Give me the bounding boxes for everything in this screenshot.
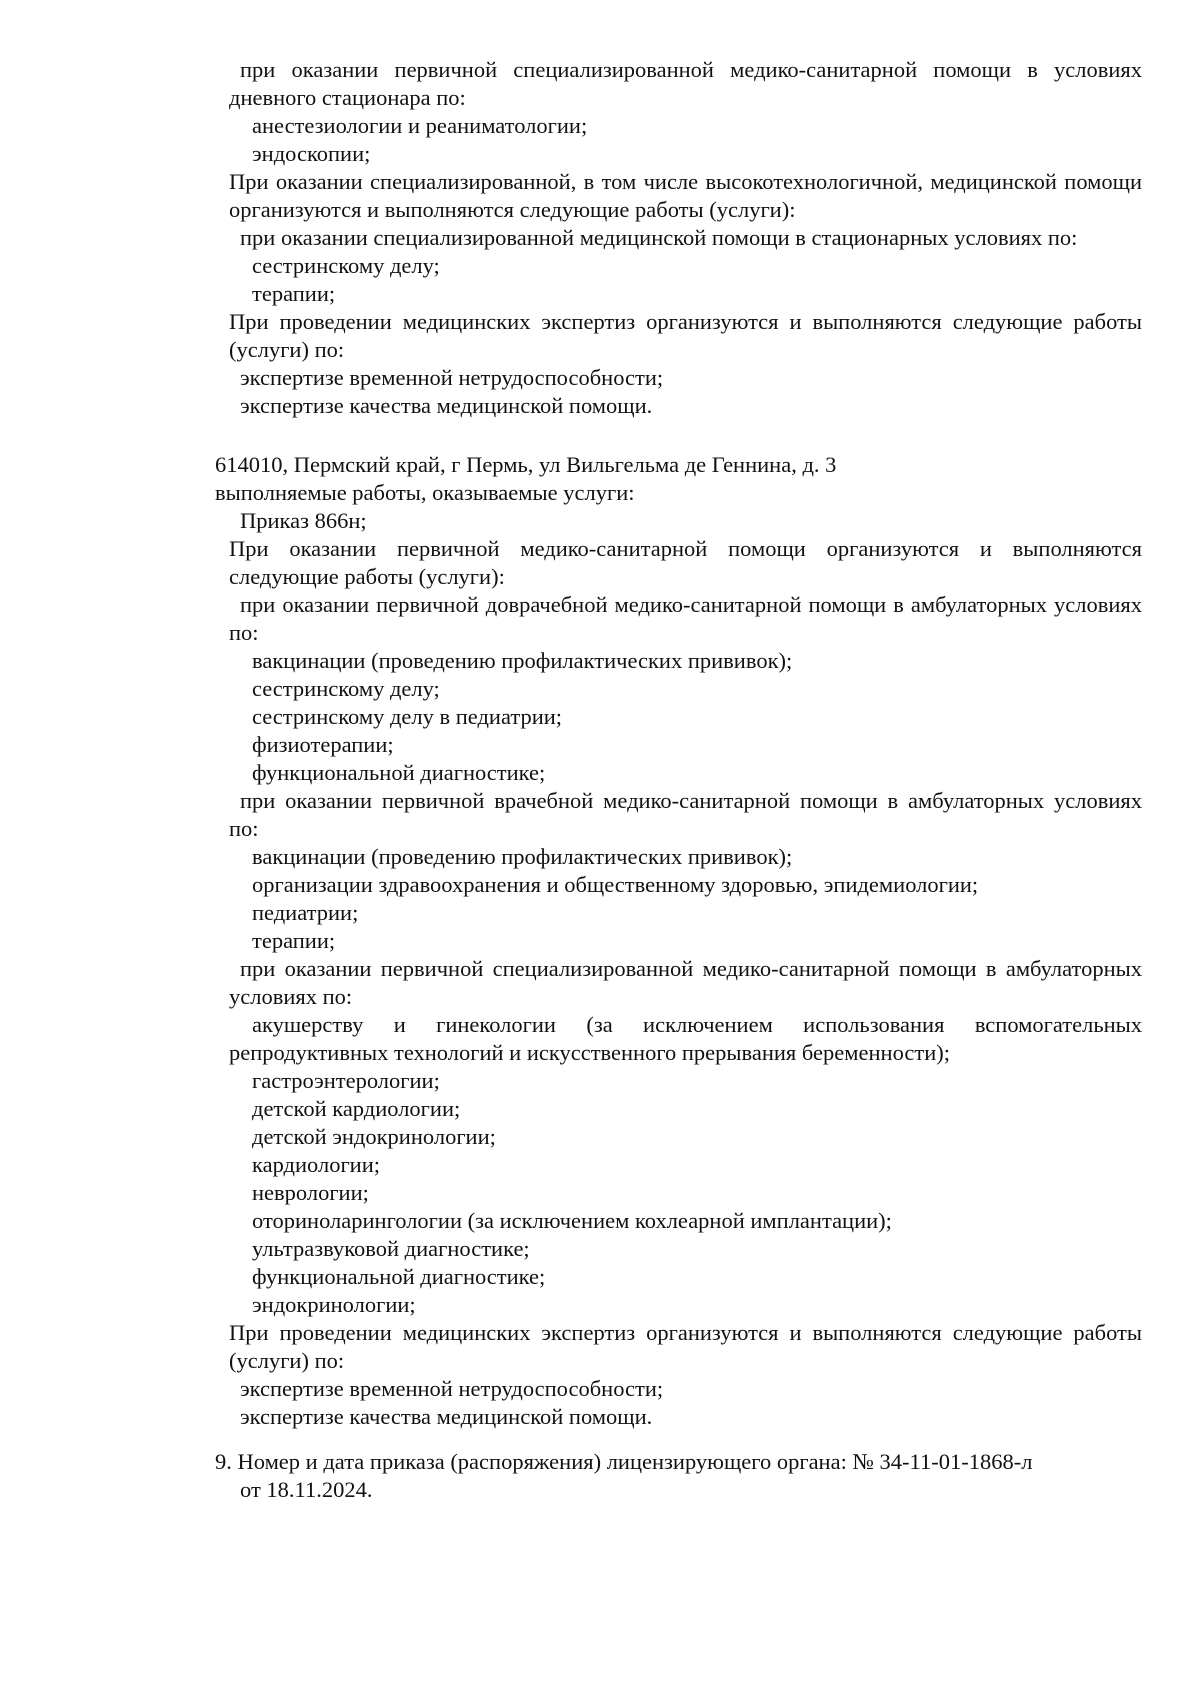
text-line: ультразвуковой диагностике; bbox=[252, 1236, 530, 1261]
text-line: вакцинации (проведению профилактических прививок); bbox=[252, 844, 793, 869]
text-line: неврологии; bbox=[252, 1180, 369, 1205]
text-line: выполняемые работы, оказываемые услуги: bbox=[215, 480, 635, 505]
text-line: физиотерапии; bbox=[252, 732, 394, 757]
text-line: детской кардиологии; bbox=[252, 1096, 461, 1121]
text-line: функциональной диагностике; bbox=[252, 760, 546, 785]
text-line: Приказ 866н; bbox=[240, 508, 367, 533]
text-line: оториноларингологии (за исключением кохлеарной имплантации); bbox=[252, 1208, 892, 1233]
text-line: кардиологии; bbox=[252, 1152, 381, 1177]
paragraph: при оказании первичной врачебной медико-санитарной помощи в амбулаторных условиях по: bbox=[229, 788, 1142, 841]
text-line: сестринскому делу; bbox=[252, 676, 440, 701]
text-line: терапии; bbox=[252, 928, 336, 953]
text-line: функциональной диагностике; bbox=[252, 1264, 546, 1289]
text-line: от 18.11.2024. bbox=[240, 1477, 373, 1502]
text-line: 614010, Пермский край, г Пермь, ул Вильгельма де Геннина, д. 3 bbox=[215, 452, 837, 477]
paragraph: при оказании первичной специализированной медико-санитарной помощи в условиях дневного стационара по: bbox=[229, 57, 1142, 110]
text-line: педиатрии; bbox=[252, 900, 359, 925]
text-line: экспертизе качества медицинской помощи. bbox=[240, 1404, 653, 1429]
license-document-page bbox=[0, 56, 1190, 1504]
text-line: 9. Номер и дата приказа (распоряжения) лицензирующего органа: № 34-11-01-1868-л bbox=[215, 1449, 1033, 1474]
text-line: терапии; bbox=[252, 281, 336, 306]
text-line: экспертизе временной нетрудоспособности; bbox=[240, 365, 664, 390]
text-line: сестринскому делу; bbox=[252, 253, 440, 278]
paragraph: при оказании первичной доврачебной медико-санитарной помощи в амбулаторных условиях по: bbox=[229, 592, 1142, 645]
paragraph: акушерству и гинекологии (за исключением использования вспомогательных репродуктивных технологий и искусственного прерывания беременности); bbox=[229, 1012, 1142, 1065]
text-line: экспертизе качества медицинской помощи. bbox=[240, 393, 653, 418]
paragraph: При оказании первичной медико-санитарной помощи организуются и выполняются следующие работы (услуги): bbox=[229, 536, 1142, 589]
text-line: организации здравоохранения и общественному здоровью, эпидемиологии; bbox=[252, 872, 979, 897]
paragraph: При проведении медицинских экспертиз организуются и выполняются следующие работы (услуги) по: bbox=[229, 1320, 1142, 1373]
text-line: эндокринологии; bbox=[252, 1292, 416, 1317]
paragraph: при оказании первичной специализированной медико-санитарной помощи в амбулаторных условиях по: bbox=[229, 956, 1142, 1009]
text-line: гастроэнтерологии; bbox=[252, 1068, 440, 1093]
text-line: экспертизе временной нетрудоспособности; bbox=[240, 1376, 664, 1401]
text-line: детской эндокринологии; bbox=[252, 1124, 496, 1149]
text-line: при оказании специализированной медицинской помощи в стационарных условиях по: bbox=[240, 225, 1078, 250]
text-line: анестезиологии и реаниматологии; bbox=[252, 113, 588, 138]
paragraph: При проведении медицинских экспертиз организуются и выполняются следующие работы (услуги) по: bbox=[229, 309, 1142, 362]
text-line: вакцинации (проведению профилактических прививок); bbox=[252, 648, 793, 673]
text-line: эндоскопии; bbox=[252, 141, 371, 166]
paragraph: При оказании специализированной, в том числе высокотехнологичной, медицинской помощи организуются и выполняются следующие работы (услуги): bbox=[229, 169, 1142, 222]
text-line: сестринскому делу в педиатрии; bbox=[252, 704, 563, 729]
